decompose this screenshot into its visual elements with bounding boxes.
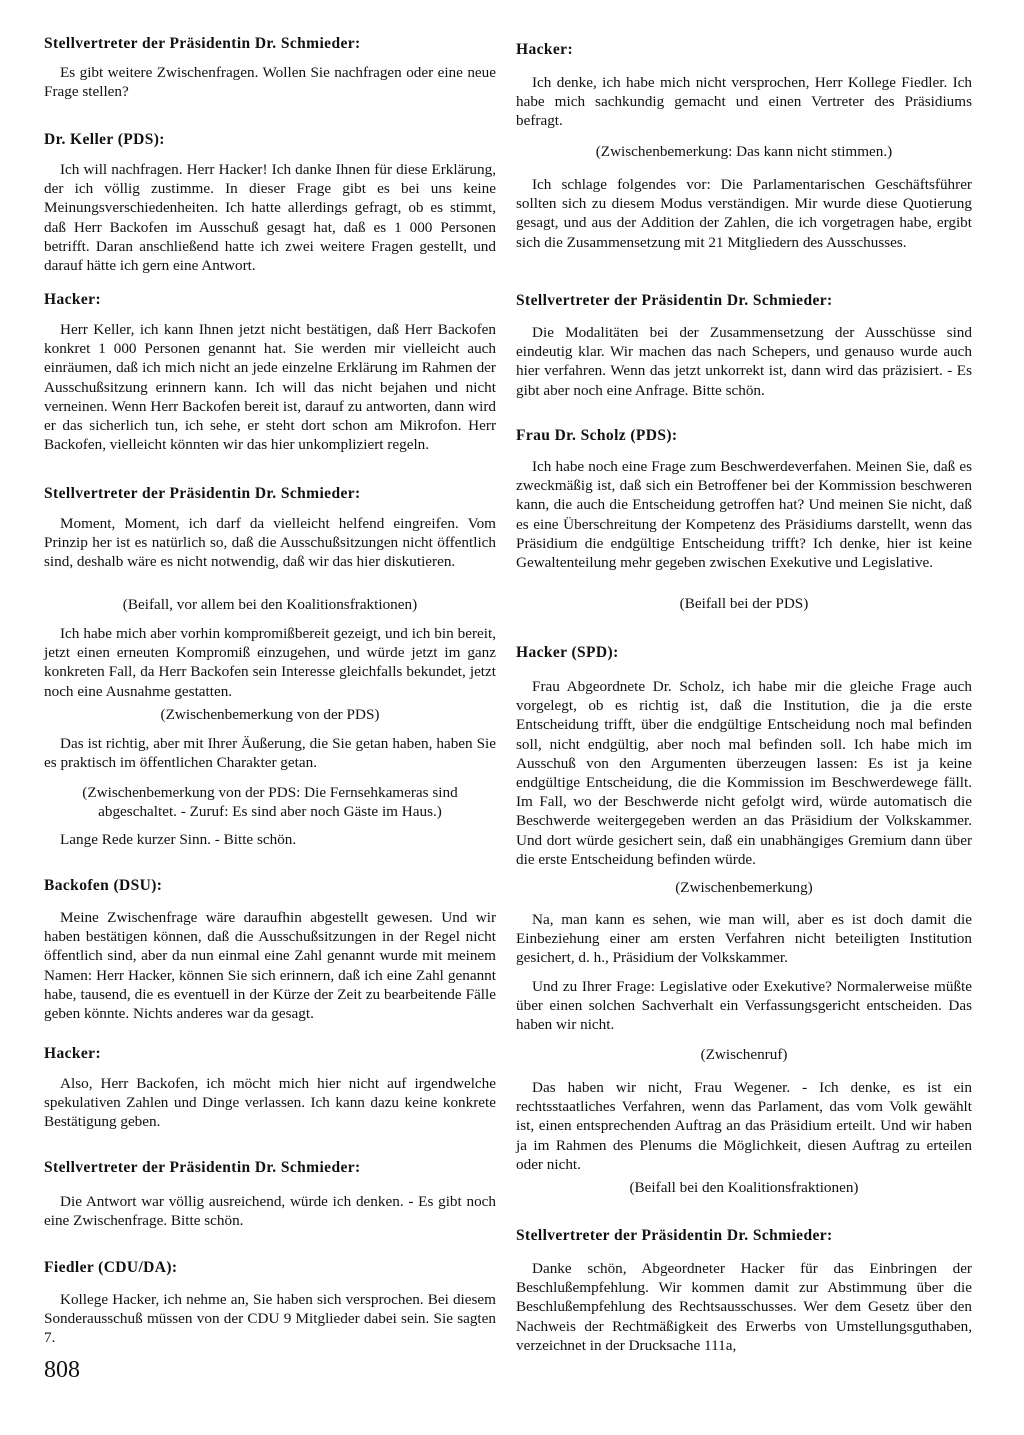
speech-paragraph: Herr Keller, ich kann Ihnen jetzt nicht bestätigen, daß Herr Backofen konkret 1 000 Personen genannt hat. Sie werden mir vielleicht auch einräumen, daß ich mich nicht an jede einzelne Erklärung im Rahmen der Ausschußsitzung erinnern kann. Ich will das nicht bejahen und nicht verneinen. Wenn Herr Backofen bereit ist, darauf zu antworten, dann wird er das sicherlich tun, ich sehe, er steht dort schon am Mikrofon. Herr Backofen, vielleicht könnten wir das hier unkompliziert regeln. (44, 321, 496, 454)
speaker-heading: Backofen (DSU): (44, 877, 163, 894)
speaker-heading: Dr. Keller (PDS): (44, 131, 165, 148)
speech-paragraph: Es gibt weitere Zwischenfragen. Wollen Sie nachfragen oder eine neue Frage stellen? (44, 64, 496, 101)
speaker-heading: Hacker: (516, 41, 574, 58)
speech-paragraph: Die Modalitäten bei der Zusammensetzung der Ausschüsse sind eindeutig klar. Wir machen das nach Schepers, und genauso wurde auch hier verfahren. Wenn das jetzt unkorrekt ist, dann wird das präzisiert. - Es gibt aber noch eine Anfrage. Bitte schön. (516, 324, 972, 399)
interjection-note: (Zwischenruf) (700, 1046, 788, 1063)
speaker-heading: Stellvertreter der Präsidentin Dr. Schmieder: (44, 485, 361, 502)
speech-paragraph: Die Antwort war völlig ausreichend, würde ich denken. - Es gibt noch eine Zwischenfrage. Bitte schön. (44, 1193, 496, 1230)
speaker-heading: Stellvertreter der Präsidentin Dr. Schmieder: (44, 1159, 361, 1176)
speech-paragraph: Meine Zwischenfrage wäre daraufhin abgestellt gewesen. Und wir haben bestätigen können, daß die Ausschußsitzungen in der Regel nicht öffentlich sind, aber da nun einmal eine Zahl genannt wurde mit meinem Namen: Herr Hacker, können Sie sich erinnern, daß ich eine Zahl genannt habe, tausend, die es eventuell in der Kürze der Zeit zu bearbeitende Fälle geben könnte. Nichts anderes war da gesagt. (44, 909, 496, 1023)
speaker-heading: Hacker: (44, 1045, 102, 1062)
speech-paragraph: Ich denke, ich habe mich nicht versprochen, Herr Kollege Fiedler. Ich habe mich sachkundig gemacht und einen Vertreter des Präsidiums befragt. (516, 74, 972, 130)
speech-paragraph: Also, Herr Backofen, ich möcht mich hier nicht auf irgendwelche spekulativen Zahlen und Dinge verlassen. Ich kann dazu keine konkrete Bestätigung geben. (44, 1075, 496, 1131)
speaker-heading: Hacker (SPD): (516, 644, 619, 661)
speech-paragraph: Das ist richtig, aber mit Ihrer Äußerung, die Sie getan haben, haben Sie es praktisch im öffentlichen Charakter getan. (44, 735, 496, 772)
speech-paragraph: Frau Abgeordnete Dr. Scholz, ich habe mir die gleiche Frage auch vorgelegt, ob es richtig ist, daß die Institution, die ja die erste Entscheidung trifft, über die endgültige Entscheidung noch mal befinden soll, nicht endgültig, aber noch mal befinden soll. Ich habe mich im Ausschuß von den Argumenten überzeugen lassen: Es ist ja keine endgültige Entscheidung, die die Kommission im Beschwerdewege fällt. Im Fall, wo der Beschwerde nicht gefolgt wird, würde automatisch die Beschwerde weitergegeben werden an das Präsidium der Volkskammer. Und dort würde gesichert sein, daß ein unabhängiges Gremium dann über die erste Entscheidung befinden würde. (516, 678, 972, 868)
speaker-heading: Stellvertreter der Präsidentin Dr. Schmieder: (516, 1227, 833, 1244)
interjection-note: (Beifall bei der PDS) (679, 595, 809, 612)
speech-paragraph: Ich habe noch eine Frage zum Beschwerdeverfahen. Meinen Sie, daß es zweckmäßig ist, daß sich ein Betroffener bei der Kommission beschweren kann, die auch die Entscheidung getroffen hat? Und meinen Sie nicht, daß es eine Überschreitung der Kompetenz des Präsidiums darstellt, wenn das Präsidium die endgültige Entscheidung trifft? Ich denke, hier ist keine Gewaltenteilung mehr gegeben zwischen Exekutive und Legislative. (516, 458, 972, 572)
page-number: 808 (44, 1357, 80, 1383)
speech-paragraph: Ich will nachfragen. Herr Hacker! Ich danke Ihnen für diese Erklärung, der ich völlig zustimme. In dieser Frage gibt es bei uns keine Meinungsverschiedenheiten. Ich hatte allerdings gefragt, ob es stimmt, daß Herr Backofen im Ausschuß gesagt hat, daß es 1 000 Personen betrifft. Daran anschließend hatte ich zwei weitere Fragen gestellt, und darauf hätte ich gern eine Antwort. (44, 161, 496, 275)
speech-paragraph: Lange Rede kurzer Sinn. - Bitte schön. (60, 831, 297, 848)
speech-paragraph: Und zu Ihrer Frage: Legislative oder Exekutive? Normalerweise müßte über einen solchen Sachverhalt ein Verfassungsgericht entscheiden. Das haben wir nicht. (516, 978, 972, 1034)
speech-paragraph: Kollege Hacker, ich nehme an, Sie haben sich versprochen. Bei diesem Sonderausschuß müssen von der CDU 9 Mitglieder dabei sein. Sie sagten 7. (44, 1291, 496, 1347)
speech-paragraph: Ich schlage folgendes vor: Die Parlamentarischen Geschäftsführer sollten sich zu diesem Modus verständigen. Mir wurde diese Quotierung gesagt, und aus der Addition der Zahlen, die ich vorgetragen habe, ergibt sich die Zusammensetzung mit 21 Mitgliedern des Ausschusses. (516, 176, 972, 251)
speaker-heading: Stellvertreter der Präsidentin Dr. Schmieder: (516, 292, 833, 309)
interjection-note: (Zwischenbemerkung von der PDS) (160, 706, 380, 723)
speaker-heading: Fiedler (CDU/DA): (44, 1259, 178, 1276)
speech-paragraph: Na, man kann es sehen, wie man will, aber es ist doch damit die Einbeziehung einer am ersten Verfahren nicht beteiligten Institution gesichert, d. h., Präsidium der Volkskammer. (516, 911, 972, 967)
speech-paragraph: Danke schön, Abgeordneter Hacker für das Einbringen der Beschlußempfehlung. Wir kommen damit zur Abstimmung über die Beschlußempfehlung des Rechtsausschusses. Wer dem Gesetz über den Nachweis der Rechtmäßigkeit des Erwerbs von Umstellungsguthaben, verzeichnet in der Drucksache 111a, (516, 1260, 972, 1354)
interjection-note: (Zwischenbemerkung von der PDS: Die Fernsehkameras sind abgeschaltet. - Zuruf: Es sind aber noch Gäste im Haus.) (82, 784, 458, 821)
speech-paragraph: Ich habe mich aber vorhin kompromißbereit gezeigt, und ich bin bereit, jetzt einen erneuten Kompromiß einzugehen, und würde jetzt im ganz konkreten Fall, da Herr Backofen sein Interesse gleichfalls bekundet, jetzt noch eine Ausnahme gestatten. (44, 625, 496, 700)
speaker-heading: Stellvertreter der Präsidentin Dr. Schmieder: (44, 35, 361, 52)
interjection-note: (Zwischenbemerkung) (675, 879, 813, 896)
speaker-heading: Frau Dr. Scholz (PDS): (516, 427, 678, 444)
speech-paragraph: Moment, Moment, ich darf da vielleicht helfend eingreifen. Vom Prinzip her ist es natürlich so, daß die Ausschußsitzungen nicht öffentlich sind, deshalb wäre es nicht notwendig, daß wir das hier diskutieren. (44, 515, 496, 571)
speaker-heading: Hacker: (44, 291, 102, 308)
speech-paragraph: Das haben wir nicht, Frau Wegener. - Ich denke, es ist ein rechtsstaatliches Verfahren, wenn das Parlament, das vom Volk gewählt ist, einen entsprechenden Auftrag an das Präsidium erteilt. Und wir haben ja im Rahmen des Plenums die Möglichkeit, diesen Auftrag zu erteilen oder nicht. (516, 1079, 972, 1173)
interjection-note: (Beifall, vor allem bei den Koalitionsfraktionen) (122, 596, 418, 613)
interjection-note: (Beifall bei den Koalitionsfraktionen) (629, 1179, 859, 1196)
interjection-note: (Zwischenbemerkung: Das kann nicht stimmen.) (595, 143, 893, 160)
